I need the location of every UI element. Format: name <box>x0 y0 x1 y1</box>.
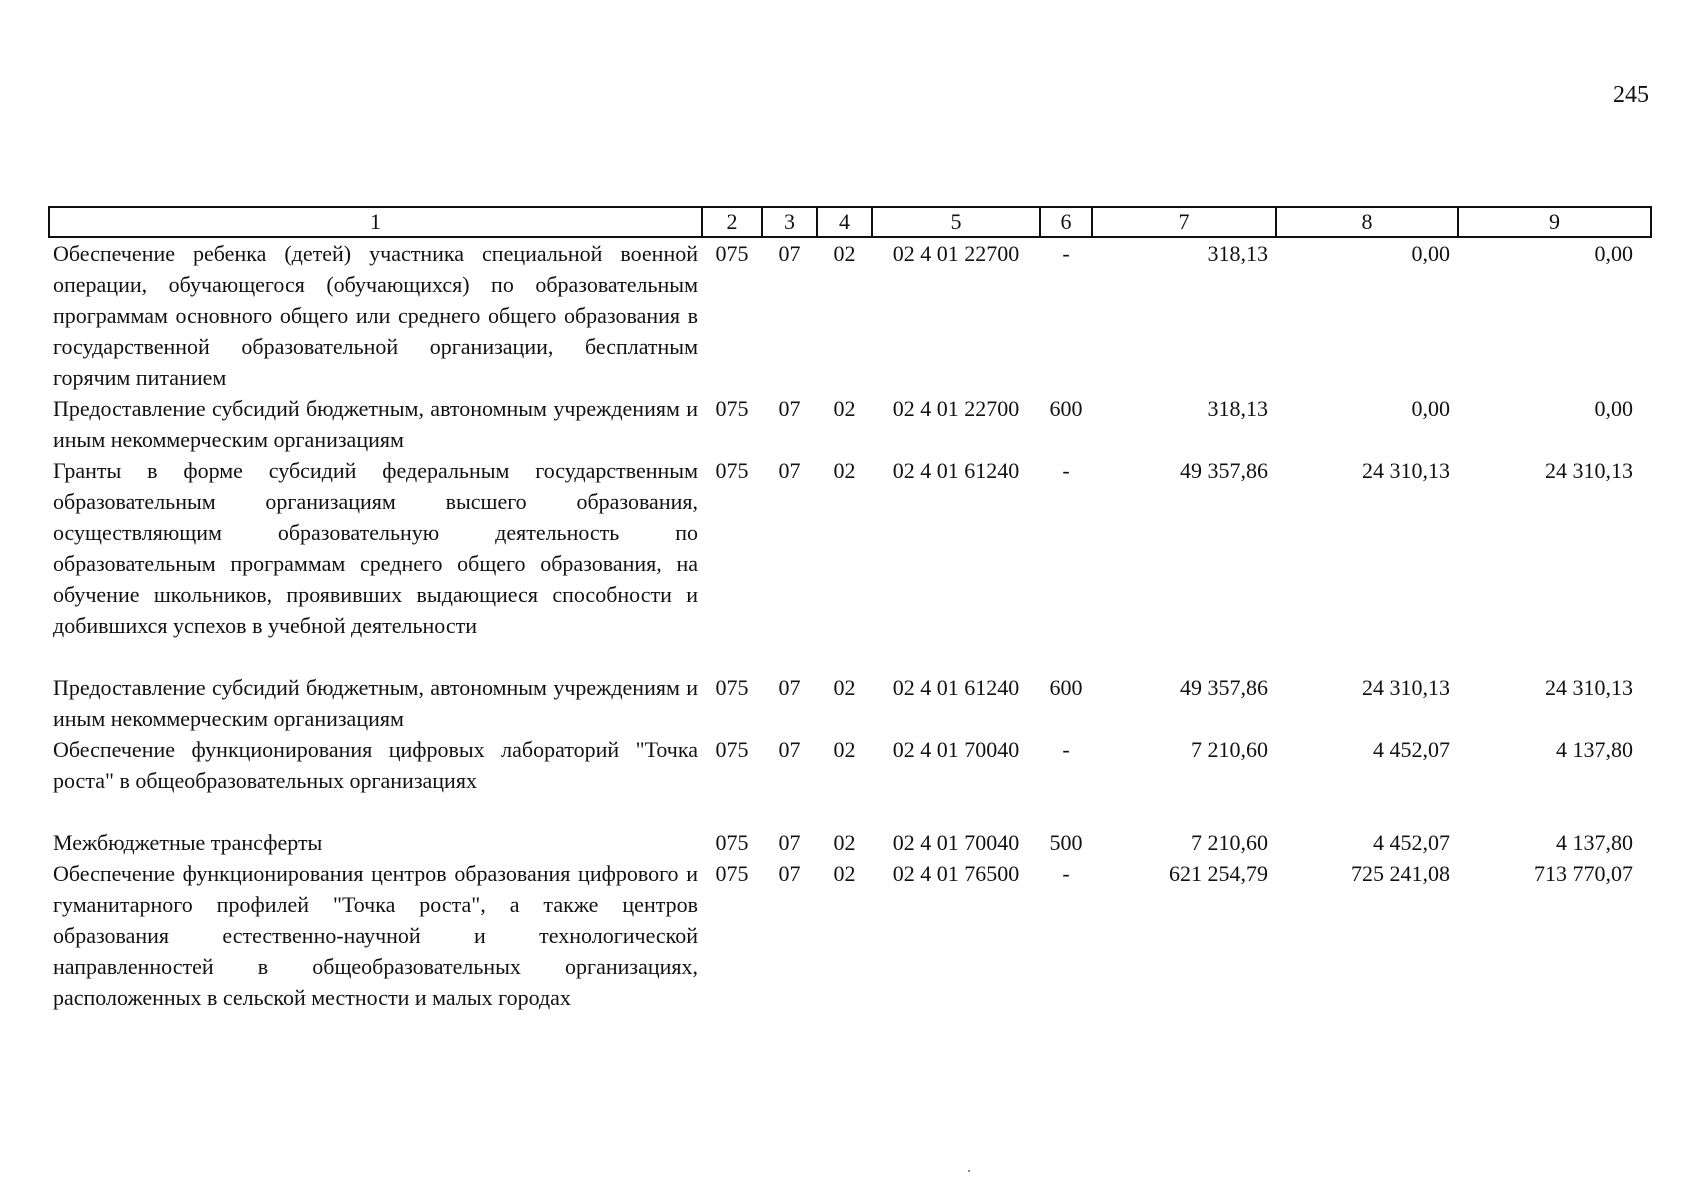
row-subsection: 02 <box>833 675 856 700</box>
row-expense-type: 500 <box>1049 830 1083 855</box>
row-amount-2: 0,00 <box>1411 396 1450 421</box>
row-description: Предоставление субсидий бюджетным, автономным учреждениям и иным некоммерческим организациям <box>53 675 698 731</box>
table-row <box>49 858 1651 1013</box>
row-amount-1: 7 210,60 <box>1191 830 1268 855</box>
row-amount-1: 318,13 <box>1207 241 1268 266</box>
row-amount-2: 24 310,13 <box>1362 458 1450 483</box>
row-amount-3: 4 137,80 <box>1556 830 1633 855</box>
row-amount-1: 49 357,86 <box>1180 458 1268 483</box>
row-target-article: 02 4 01 61240 <box>892 675 1020 700</box>
row-amount-1: 49 357,86 <box>1180 675 1268 700</box>
row-amount-3: 4 137,80 <box>1556 737 1633 762</box>
row-subsection: 02 <box>833 830 856 855</box>
row-ministry: 075 <box>715 241 749 266</box>
row-target-article: 02 4 01 70040 <box>892 830 1020 855</box>
row-amount-3: 24 310,13 <box>1545 458 1633 483</box>
table-row <box>49 237 1651 393</box>
row-section: 07 <box>778 396 801 421</box>
row-target-article: 02 4 01 22700 <box>892 396 1020 421</box>
row-section: 07 <box>778 830 801 855</box>
row-section: 07 <box>778 458 801 483</box>
row-amount-2: 4 452,07 <box>1373 830 1450 855</box>
row-target-article: 02 4 01 76500 <box>892 861 1020 886</box>
row-subsection: 02 <box>833 396 856 421</box>
header-col-1: 1 <box>49 207 702 237</box>
row-target-article: 02 4 01 61240 <box>892 458 1020 483</box>
row-description: Предоставление субсидий бюджетным, автономным учреждениям и иным некоммерческим организациям <box>53 396 698 452</box>
row-ministry: 075 <box>715 675 749 700</box>
row-amount-1: 318,13 <box>1207 396 1268 421</box>
row-description: Обеспечение функционирования центров образования цифрового и гуманитарного профилей "Точка роста", а также центров образования естественно-научной и технологической направленностей в общеобразовательных организациях, расположенных в сельской местности и малых городах <box>53 861 698 1010</box>
row-ministry: 075 <box>715 830 749 855</box>
row-ministry: 075 <box>715 396 749 421</box>
row-amount-2: 4 452,07 <box>1373 737 1450 762</box>
table-row <box>49 827 1651 858</box>
row-amount-3: 24 310,13 <box>1545 675 1633 700</box>
row-expense-type: - <box>1062 241 1070 266</box>
row-ministry: 075 <box>715 861 749 886</box>
row-amount-2: 725 241,08 <box>1351 861 1450 886</box>
header-col-8: 8 <box>1276 207 1458 237</box>
header-col-3: 3 <box>762 207 817 237</box>
header-col-7: 7 <box>1092 207 1276 237</box>
row-amount-3: 0,00 <box>1594 241 1633 266</box>
table-row <box>49 672 1651 734</box>
row-description: Обеспечение ребенка (детей) участника специальной военной операции, обучающегося (обучающихся) по образовательным программам основного общего или среднего общего образования в государственной образовательной организации, бесплатным горячим питанием <box>53 241 698 390</box>
page-number: 245 <box>1613 82 1649 108</box>
header-col-5: 5 <box>872 207 1040 237</box>
header-col-6: 6 <box>1040 207 1092 237</box>
row-subsection: 02 <box>833 458 856 483</box>
header-col-2: 2 <box>702 207 762 237</box>
row-subsection: 02 <box>833 737 856 762</box>
row-description: Гранты в форме субсидий федеральным государственным образовательным организациям высшего образования, осуществляющим образовательную деятельность по образовательным программам среднего общего образования, на обучение школьников, проявивших выдающиеся способности и добившихся успехов в учебной деятельности <box>53 458 698 638</box>
header-col-4: 4 <box>817 207 872 237</box>
row-amount-3: 0,00 <box>1594 396 1633 421</box>
row-section: 07 <box>778 675 801 700</box>
table-row <box>49 455 1651 672</box>
table-row <box>49 734 1651 827</box>
row-amount-1: 7 210,60 <box>1191 737 1268 762</box>
row-expense-type: - <box>1062 458 1070 483</box>
table-row <box>49 393 1651 455</box>
row-expense-type: 600 <box>1049 675 1083 700</box>
row-expense-type: - <box>1062 737 1070 762</box>
budget-table <box>48 206 1652 1013</box>
row-amount-2: 0,00 <box>1411 241 1450 266</box>
row-subsection: 02 <box>833 861 856 886</box>
row-expense-type: - <box>1062 861 1070 886</box>
row-subsection: 02 <box>833 241 856 266</box>
header-row <box>49 207 1651 237</box>
row-section: 07 <box>778 241 801 266</box>
row-amount-2: 24 310,13 <box>1362 675 1450 700</box>
row-section: 07 <box>778 861 801 886</box>
row-amount-3: 713 770,07 <box>1534 861 1633 886</box>
row-amount-1: 621 254,79 <box>1169 861 1268 886</box>
row-description: Обеспечение функционирования цифровых лабораторий "Точка роста" в общеобразовательных организациях <box>53 737 698 793</box>
row-expense-type: 600 <box>1049 396 1083 421</box>
row-ministry: 075 <box>715 458 749 483</box>
row-description: Межбюджетные трансферты <box>53 830 323 855</box>
header-col-9: 9 <box>1458 207 1651 237</box>
row-target-article: 02 4 01 70040 <box>892 737 1020 762</box>
row-target-article: 02 4 01 22700 <box>892 241 1020 266</box>
scan-speck <box>968 1170 970 1172</box>
row-section: 07 <box>778 737 801 762</box>
row-ministry: 075 <box>715 737 749 762</box>
